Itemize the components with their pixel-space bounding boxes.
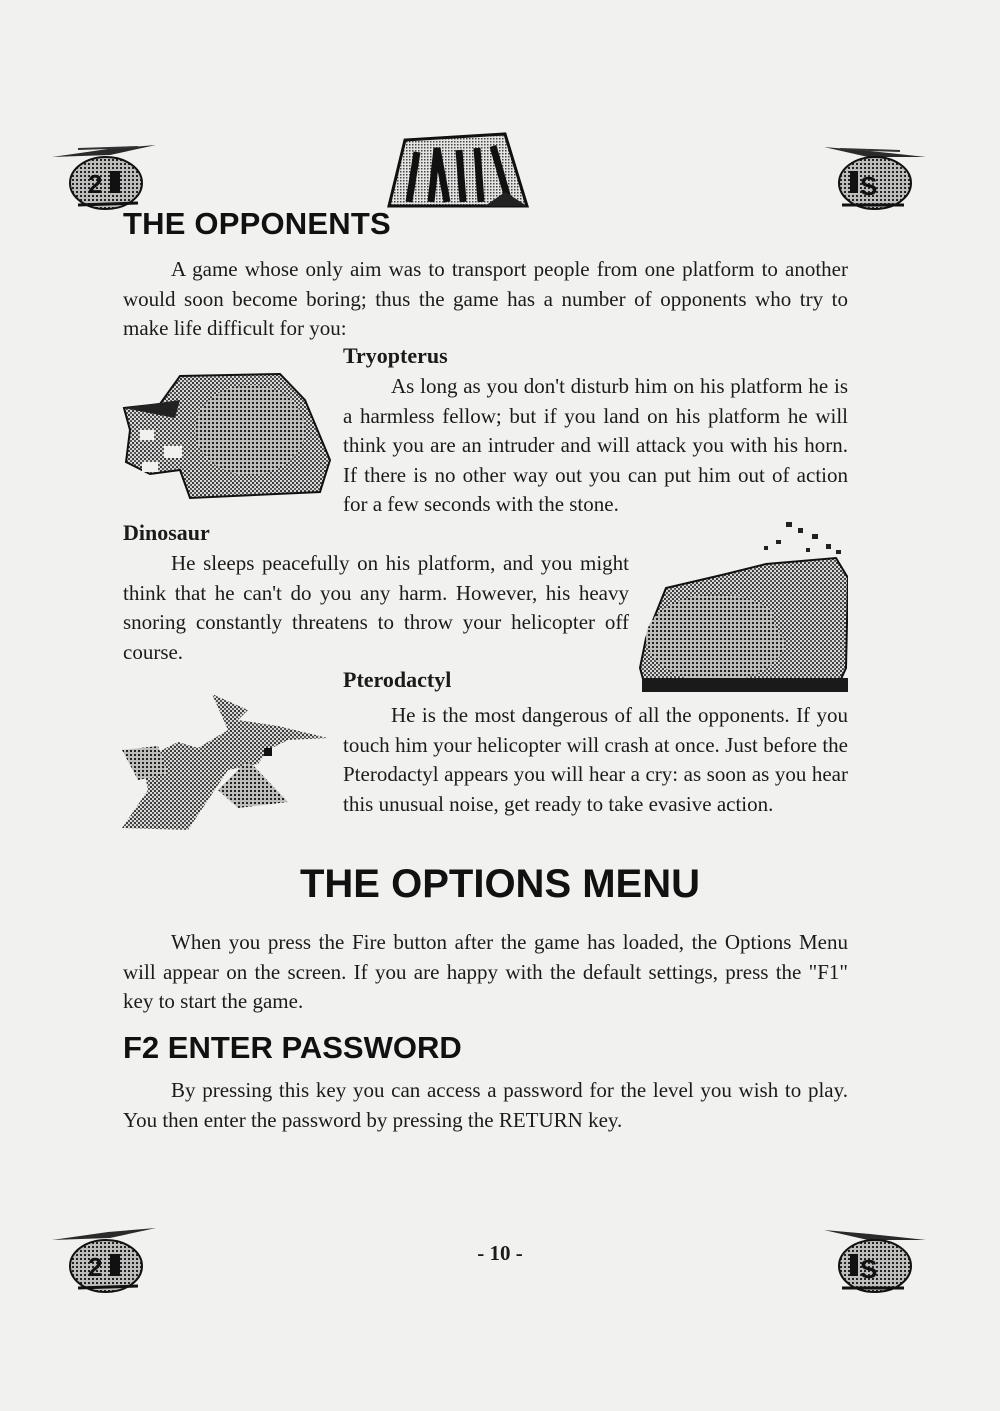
page-number: - 10 - <box>477 1241 523 1265</box>
section-heading-password: F2 ENTER PASSWORD <box>123 1030 462 1065</box>
section-heading-opponents: THE OPPONENTS <box>123 206 391 241</box>
options-text: When you press the Fire button after the game has loaded, the Options Menu will appear on the screen. If you are happy with the default settings, press the "F1" key to start the game. <box>123 930 848 1013</box>
svg-text:S: S <box>860 171 878 201</box>
tryopterus-icon <box>120 370 332 504</box>
dinosaur-text: He sleeps peacefully on his platform, and you might think that he can't do you any harm. However, his heavy snoring constantly threatens to throw your helicopter off course. <box>123 551 629 664</box>
opponents-intro: A game whose only aim was to transport people from one platform to another would soon become boring; thus the game has a number of opponents who try to make life difficult for you: <box>123 257 848 340</box>
pterodactyl-text: He is the most dangerous of all the opponents. If you touch him your helicopter will crash at once. Just before the Pterodactyl appears you will hear a cry: as soon as you hear this unusual noise, get ready to take evasive action. <box>343 703 848 816</box>
password-text: By pressing this key you can access a password for the level you wish to play. You then enter the password by pressing the RETURN key. <box>123 1078 848 1132</box>
dinosaur-title: Dinosaur <box>123 520 210 545</box>
svg-text:2: 2 <box>88 169 103 199</box>
pterodactyl-title: Pterodactyl <box>343 667 452 692</box>
logo-icon <box>385 132 530 210</box>
section-heading-options-menu: THE OPTIONS MENU <box>299 862 701 906</box>
dinosaur-icon <box>636 518 848 694</box>
pterodactyl-icon <box>118 690 333 835</box>
tryopterus-text: As long as you don't disturb him on his platform he is a harmless fellow; but if you land on his platform he will think you are an intruder and will attack you with his horn. If there is no other way out you can put him out of action for a few seconds with the stone. <box>343 374 848 516</box>
tryopterus-title: Tryopterus <box>343 343 448 368</box>
svg-text:S: S <box>860 1254 878 1284</box>
helicopter-icon <box>820 135 930 215</box>
helicopter-icon <box>48 135 158 215</box>
svg-text:2: 2 <box>88 1252 103 1282</box>
